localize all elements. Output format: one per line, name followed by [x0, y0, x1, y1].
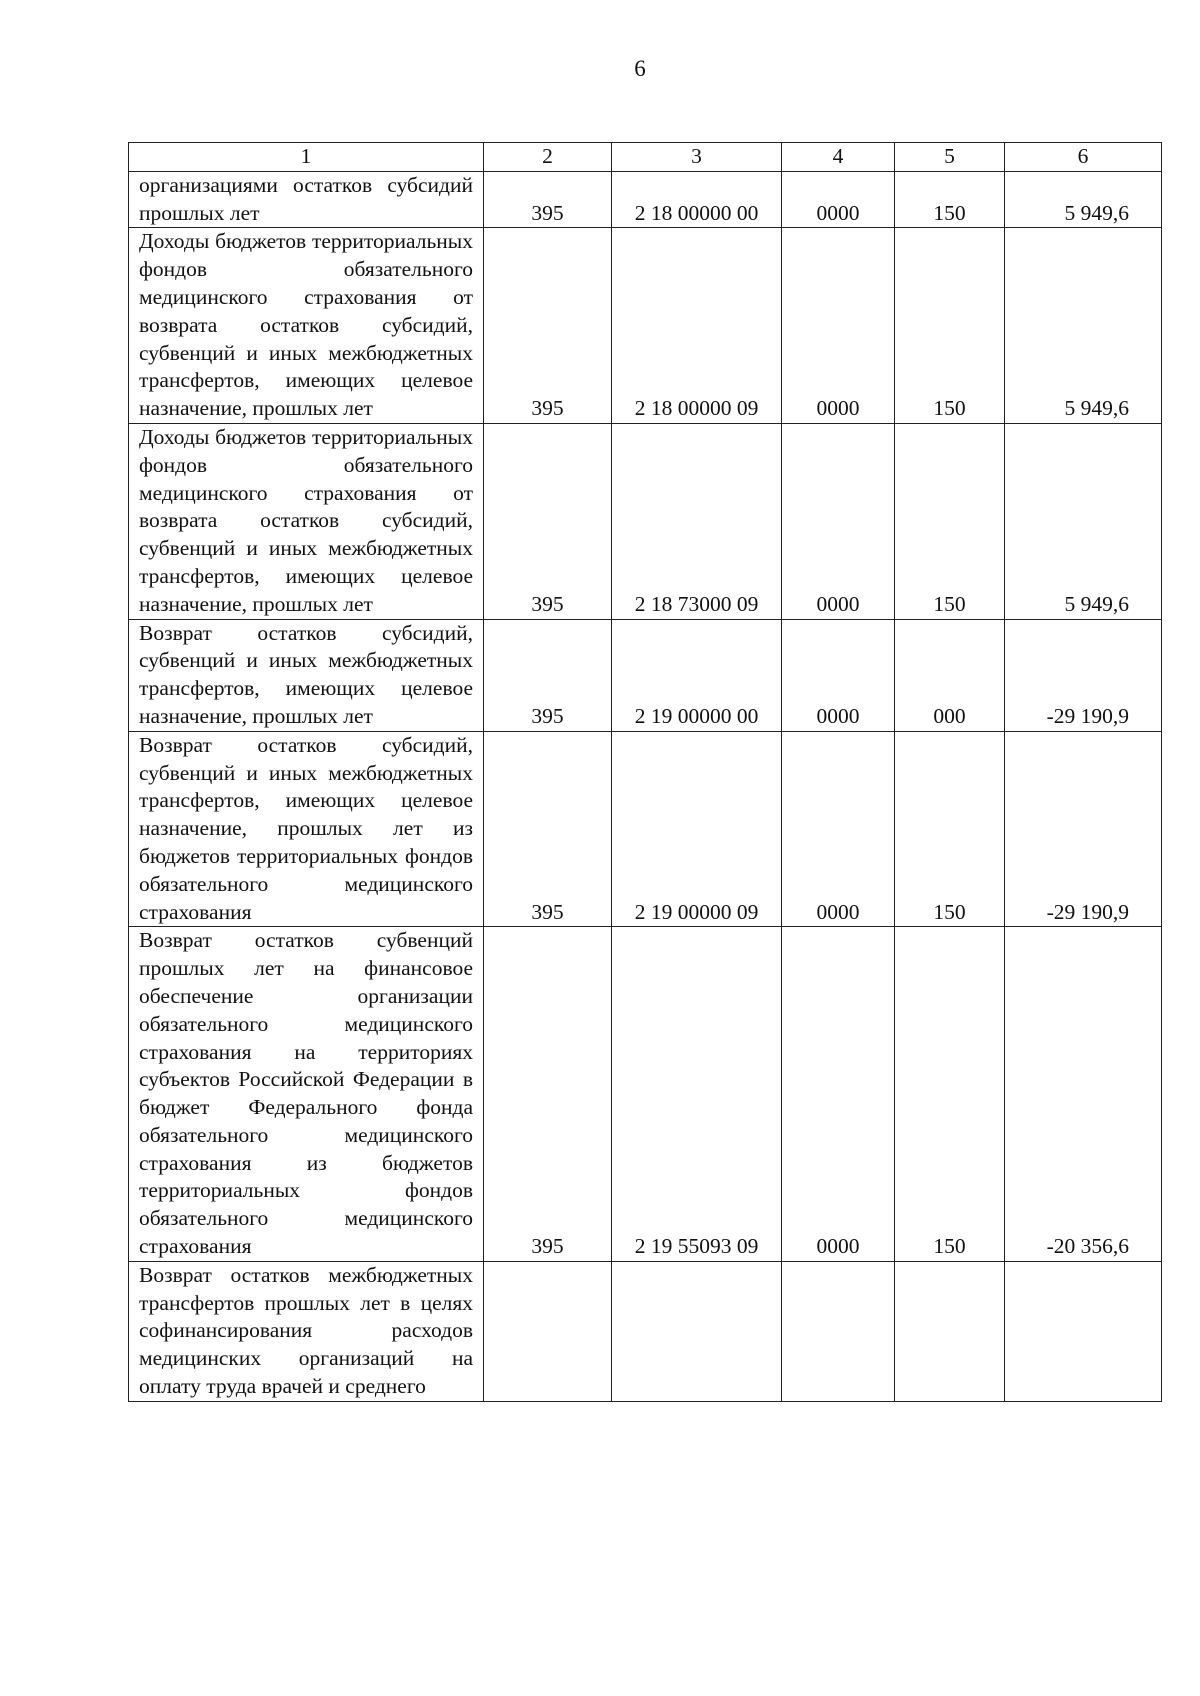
- row-amount: 5 949,6: [1005, 171, 1162, 228]
- row-revenue-code: 2 19 00000 09: [612, 731, 782, 927]
- row-revenue-code: 2 19 55093 09: [612, 927, 782, 1262]
- row-amount: -20 356,6: [1005, 927, 1162, 1262]
- row-description: Доходы бюджетов территориальных фондов обязательного медицинского страхования от возврата остатков субсидий, субвенций и иных межбюджетных трансфертов, имеющих целевое назначение, прошлых лет: [129, 423, 484, 619]
- row-program-code: 0000: [782, 423, 895, 619]
- table-row: [129, 927, 1162, 1262]
- row-revenue-code: 2 19 00000 00: [612, 619, 782, 731]
- row-admin-code: 395: [484, 171, 612, 228]
- table-row: [129, 731, 1162, 927]
- row-admin-code: 395: [484, 228, 612, 424]
- row-amount: -29 190,9: [1005, 731, 1162, 927]
- table-row: [129, 1261, 1162, 1401]
- table-header-row: [129, 143, 1162, 172]
- row-class-code: [895, 1261, 1005, 1401]
- column-header-2: 2: [484, 143, 612, 172]
- row-description: организациями остатков субсидий прошлых лет: [129, 171, 484, 228]
- column-header-4: 4: [782, 143, 895, 172]
- row-class-code: 150: [895, 731, 1005, 927]
- row-admin-code: 395: [484, 731, 612, 927]
- row-admin-code: 395: [484, 423, 612, 619]
- row-admin-code: [484, 1261, 612, 1401]
- row-class-code: 150: [895, 228, 1005, 424]
- table-row: [129, 423, 1162, 619]
- row-program-code: 0000: [782, 171, 895, 228]
- row-amount: 5 949,6: [1005, 423, 1162, 619]
- row-description: Доходы бюджетов территориальных фондов обязательного медицинского страхования от возврата остатков субсидий, субвенций и иных межбюджетных трансфертов, имеющих целевое назначение, прошлых лет: [129, 228, 484, 424]
- row-amount: [1005, 1261, 1162, 1401]
- row-amount: 5 949,6: [1005, 228, 1162, 424]
- row-description: Возврат остатков субсидий, субвенций и иных межбюджетных трансфертов, имеющих целевое назначение, прошлых лет: [129, 619, 484, 731]
- row-class-code: 150: [895, 423, 1005, 619]
- row-description: Возврат остатков субвенций прошлых лет на финансовое обеспечение организации обязательного медицинского страхования на территориях субъектов Российской Федерации в бюджет Федерального фонда обязательного медицинского страхования из бюджетов территориальных фондов обязательного медицинского страхования: [129, 927, 484, 1262]
- row-program-code: [782, 1261, 895, 1401]
- table-row: [129, 171, 1162, 228]
- row-admin-code: 395: [484, 927, 612, 1262]
- row-class-code: 150: [895, 927, 1005, 1262]
- row-revenue-code: 2 18 73000 09: [612, 423, 782, 619]
- row-description: Возврат остатков межбюджетных трансфертов прошлых лет в целях софинансирования расходов медицинских организаций на оплату труда врачей и среднего: [129, 1261, 484, 1401]
- row-class-code: 000: [895, 619, 1005, 731]
- row-revenue-code: 2 18 00000 00: [612, 171, 782, 228]
- budget-revenue-table: [128, 142, 1162, 1402]
- row-program-code: 0000: [782, 228, 895, 424]
- row-revenue-code: [612, 1261, 782, 1401]
- row-program-code: 0000: [782, 619, 895, 731]
- column-header-3: 3: [612, 143, 782, 172]
- column-header-1: 1: [129, 143, 484, 172]
- page-number: 6: [634, 56, 646, 81]
- row-revenue-code: 2 18 00000 09: [612, 228, 782, 424]
- table-row: [129, 619, 1162, 731]
- row-amount: -29 190,9: [1005, 619, 1162, 731]
- row-class-code: 150: [895, 171, 1005, 228]
- table-row: [129, 228, 1162, 424]
- row-description: Возврат остатков субсидий, субвенций и иных межбюджетных трансфертов, имеющих целевое назначение, прошлых лет из бюджетов территориальных фондов обязательного медицинского страхования: [129, 731, 484, 927]
- column-header-5: 5: [895, 143, 1005, 172]
- row-admin-code: 395: [484, 619, 612, 731]
- row-program-code: 0000: [782, 927, 895, 1262]
- column-header-6: 6: [1005, 143, 1162, 172]
- row-program-code: 0000: [782, 731, 895, 927]
